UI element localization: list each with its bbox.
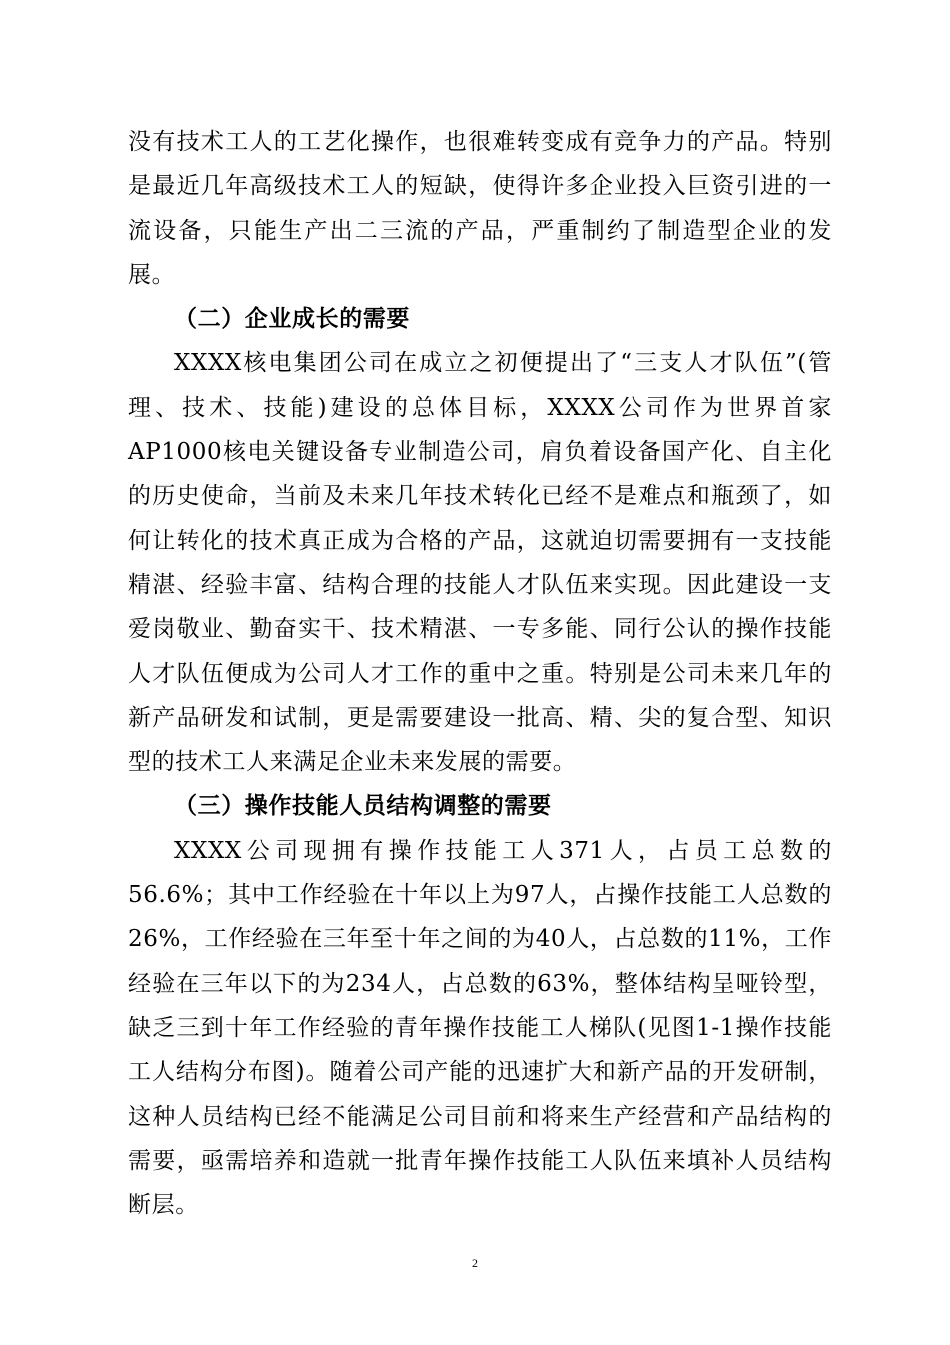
paragraph-enterprise-growth: XXXX核电集团公司在成立之初便提出了“三支人才队伍”(管理、技术、技能)建设的总体目标，XXXX公司作为世界首家AP1000核电关键设备专业制造公司，肩负着设备国产化、自主化的历史使命，当前及未来几年技术转化已经不是难点和瓶颈了，如何让转化的技术真正成为合格的产品，这就迫切需要拥有一支技能精湛、经验丰富、结构合理的技能人才队伍来实现。因此建设一支爱岗敬业、勤奋实干、技术精湛、一专多能、同行公认的操作技能人才队伍便成为公司人才工作的重中之重。特别是公司未来几年的新产品研发和试制，更是需要建设一批高、精、尖的复合型、知识型的技术工人来满足企业未来发展的需要。 xyxy=(128,350,832,776)
section-heading-structure-adjustment: （三）操作技能人员结构调整的需要 xyxy=(174,793,552,820)
section-heading-enterprise-growth: （二）企业成长的需要 xyxy=(174,306,410,333)
page-number: 2 xyxy=(472,1256,478,1270)
document-body xyxy=(128,120,832,1227)
paragraph-structure-adjustment: XXXX公司现拥有操作技能工人371人，占员工总数的56.6%；其中工作经验在十年以上为97人，占操作技能工人总数的26%，工作经验在三年至十年之间的为40人，占总数的11%，工作经验在三年以下的为234人，占总数的63%，整体结构呈哑铃型，缺乏三到十年工作经验的青年操作技能工人梯队(见图1-1操作技能工人结构分布图)。随着公司产能的迅速扩大和新产品的开发研制，这种人员结构已经不能满足公司目前和将来生产经营和产品结构的需要，亟需培养和造就一批青年操作技能工人队伍来填补人员结构断层。 xyxy=(128,837,832,1219)
paragraph-continuation: 没有技术工人的工艺化操作，也很难转变成有竞争力的产品。特别是最近几年高级技术工人的短缺，使得许多企业投入巨资引进的一流设备，只能生产出二三流的产品，严重制约了制造型企业的发展。 xyxy=(128,129,832,288)
